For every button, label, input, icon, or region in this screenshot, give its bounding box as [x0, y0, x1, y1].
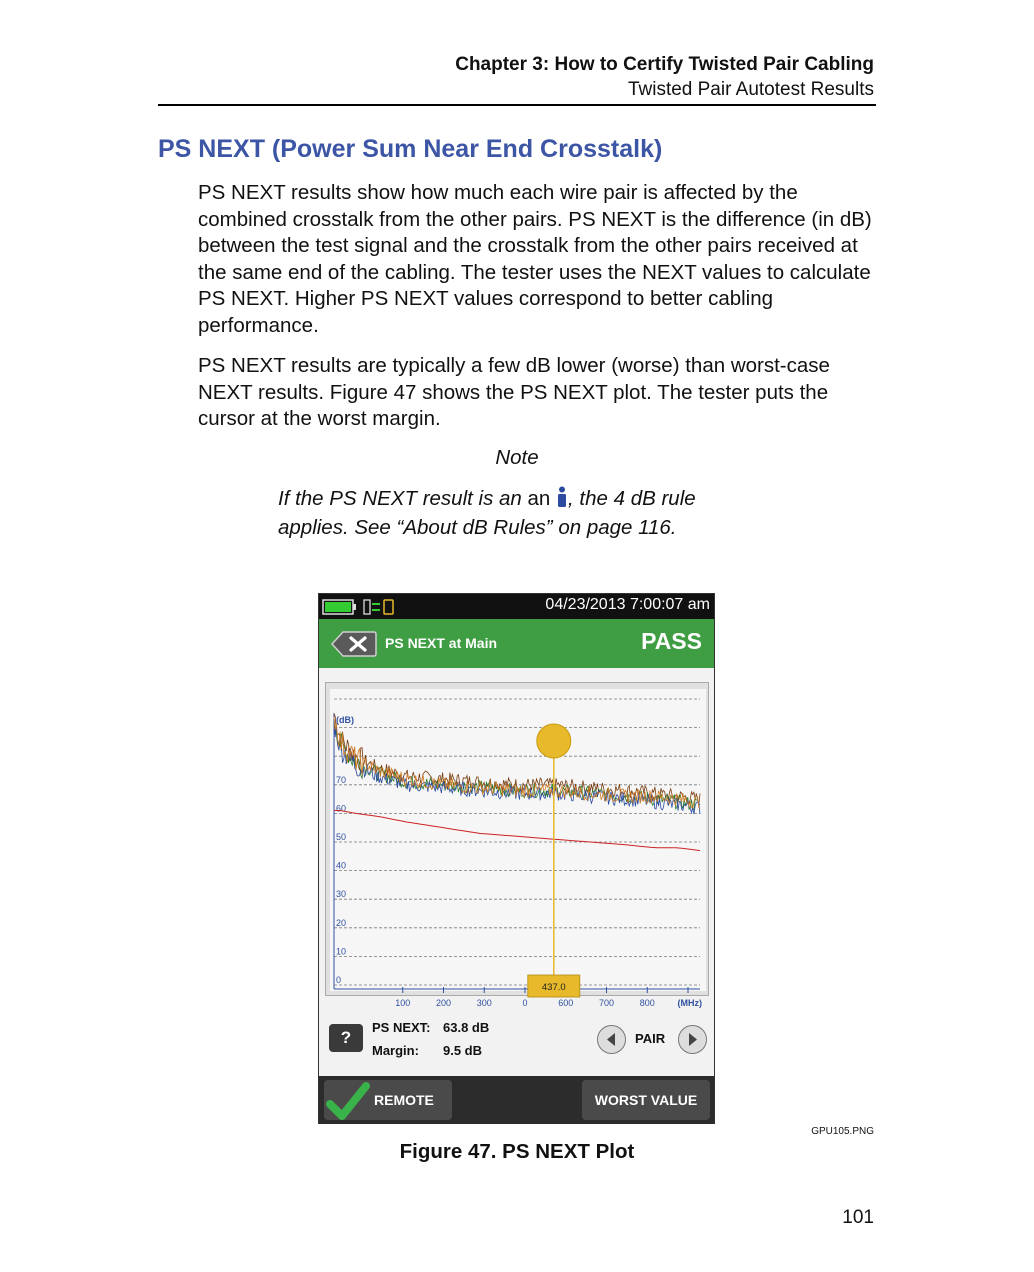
y-tick-label: 40: [336, 860, 347, 871]
margin-label: Margin:: [372, 1043, 419, 1058]
ps-next-label: PS NEXT:: [372, 1020, 431, 1035]
tester-screenshot: [318, 593, 715, 1124]
info-person-icon: [556, 486, 568, 515]
arrow-left-icon: [598, 1026, 625, 1053]
help-button[interactable]: ?: [329, 1024, 363, 1052]
screen-title-rest: at Main: [444, 635, 498, 651]
worst-value-button[interactable]: [582, 1080, 710, 1120]
back-button[interactable]: [331, 631, 377, 657]
y-tick-label: 60: [336, 803, 347, 814]
x-tick-label: 700: [598, 998, 615, 1008]
y-axis-label: (dB): [336, 715, 354, 725]
page-number: 101: [842, 1207, 874, 1228]
y-tick-label: 10: [336, 946, 347, 957]
cursor-value-label: 437.0: [541, 982, 566, 993]
y-tick-label: 0: [336, 975, 342, 985]
pair-label: PAIR: [635, 1031, 666, 1046]
note-text-before: If the PS NEXT result is an: [278, 487, 528, 510]
x-tick-label: 600: [558, 998, 574, 1008]
margin-value: 9.5 dB: [443, 1043, 483, 1058]
section-title: PS NEXT (Power Sum Near End Crosstalk): [158, 135, 663, 163]
remote-label: REMOTE: [374, 1092, 434, 1108]
screen-title-bold: PS NEXT: [385, 635, 445, 651]
note-title: Note: [495, 446, 539, 469]
datetime: 04/23/2013 7:00:07 am: [545, 596, 710, 613]
figure-code: GPU105.PNG: [811, 1126, 874, 1137]
y-tick-label: 50: [336, 832, 347, 842]
worst-value-label: WORST VALUE: [594, 1092, 698, 1108]
pair-prev-button[interactable]: [597, 1025, 626, 1054]
bottom-bar: [319, 1076, 714, 1124]
pair-next-button[interactable]: [678, 1025, 707, 1054]
note-text-an: an: [527, 487, 551, 510]
x-tick-label: 300: [476, 998, 492, 1008]
x-tick-label: 200: [435, 998, 452, 1008]
arrow-right-icon: [679, 1026, 706, 1053]
header-section: Twisted Pair Autotest Results: [627, 79, 874, 100]
note-body: [278, 486, 748, 541]
battery-icon: [323, 600, 356, 614]
x-axis-label: (MHz): [677, 998, 702, 1008]
plot-frame[interactable]: [325, 682, 709, 1008]
x-tick-label: 800: [639, 998, 655, 1008]
plot-area: [330, 689, 706, 991]
figure-caption: Figure 47. PS NEXT Plot: [399, 1140, 635, 1163]
paragraph-1: PS NEXT results show how much each wire pair is affected by the combined crosstalk from the other pairs. PS NEXT is the difference (in dB) between the test signal and the crosstalk from the other pairs received at the same end of the cabling. The tester uses the NEXT values to calculate PS NEXT. Higher PS NEXT values correspond to better cabling performance.: [198, 181, 872, 337]
result-header: [319, 619, 714, 668]
screen-title: [385, 635, 497, 651]
link-icon: [364, 600, 380, 614]
remote-button[interactable]: [324, 1080, 452, 1120]
cursor-handle: [537, 724, 571, 758]
y-tick-label: 30: [336, 889, 347, 900]
y-tick-label: 20: [336, 917, 347, 928]
header-rule: [158, 104, 876, 106]
checkmark-icon: [326, 1080, 370, 1124]
status-bar: [319, 594, 714, 619]
paragraph-2: PS NEXT results are typically a few dB lower (worse) than worst-case NEXT results. Figure 47 shows the PS NEXT plot. The tester puts the cursor at the worst margin.: [198, 354, 830, 430]
ps-next-value: 63.8 dB: [443, 1020, 490, 1035]
x-tick-label: 100: [395, 998, 411, 1008]
ps-next-plot: [326, 683, 708, 1008]
header-chapter: Chapter 3: How to Certify Twisted Pair Cabling: [455, 54, 874, 75]
remote-icon: [384, 600, 393, 614]
pass-status: PASS: [641, 628, 702, 654]
x-tick-label: 0: [522, 998, 528, 1008]
back-x-icon: [331, 631, 377, 657]
y-tick-label: 70: [336, 774, 347, 785]
note-text-after: , the 4 dB rule applies. See “About dB Rules” on page 116.: [278, 487, 696, 539]
